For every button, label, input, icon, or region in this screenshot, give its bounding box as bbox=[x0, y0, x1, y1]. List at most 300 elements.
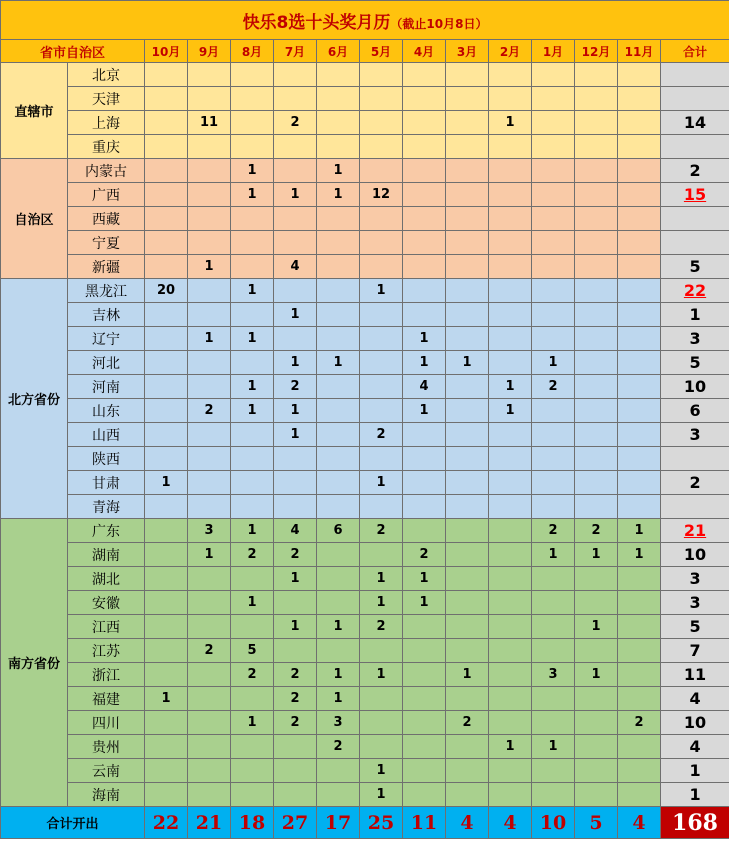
month-count-cell: 1 bbox=[532, 351, 575, 375]
table-row bbox=[1, 711, 729, 735]
month-count-cell bbox=[489, 567, 532, 591]
month-count-cell bbox=[403, 183, 446, 207]
table-row bbox=[1, 783, 729, 807]
month-count-cell bbox=[532, 159, 575, 183]
month-count-cell: 2 bbox=[618, 711, 661, 735]
month-count-cell bbox=[317, 591, 360, 615]
month-count-cell bbox=[145, 783, 188, 807]
month-count-cell bbox=[231, 303, 274, 327]
month-count-cell bbox=[618, 183, 661, 207]
province-total-cell bbox=[661, 447, 729, 471]
month-count-cell bbox=[618, 423, 661, 447]
month-count-cell bbox=[231, 63, 274, 87]
month-total-cell: 4 bbox=[618, 807, 661, 839]
table-row bbox=[1, 87, 729, 111]
month-count-cell bbox=[317, 279, 360, 303]
month-count-cell bbox=[188, 159, 231, 183]
month-count-cell bbox=[532, 63, 575, 87]
month-count-cell bbox=[274, 639, 317, 663]
month-count-cell bbox=[274, 471, 317, 495]
province-name: 浙江 bbox=[68, 663, 145, 687]
month-count-cell bbox=[532, 423, 575, 447]
totals-row bbox=[1, 807, 729, 839]
month-count-cell bbox=[188, 135, 231, 159]
month-count-cell bbox=[317, 87, 360, 111]
month-count-cell bbox=[188, 735, 231, 759]
month-count-cell bbox=[618, 687, 661, 711]
month-column-header: 4月 bbox=[403, 40, 446, 63]
table-row bbox=[1, 183, 729, 207]
month-count-cell: 6 bbox=[317, 519, 360, 543]
month-count-cell bbox=[575, 159, 618, 183]
province-total-cell: 1 bbox=[661, 303, 729, 327]
province-name: 宁夏 bbox=[68, 231, 145, 255]
province-name: 北京 bbox=[68, 63, 145, 87]
month-count-cell bbox=[575, 711, 618, 735]
month-count-cell bbox=[317, 255, 360, 279]
province-total-cell bbox=[661, 207, 729, 231]
month-count-cell bbox=[575, 495, 618, 519]
month-count-cell bbox=[446, 615, 489, 639]
month-count-cell bbox=[575, 87, 618, 111]
table-row bbox=[1, 423, 729, 447]
month-count-cell bbox=[618, 447, 661, 471]
month-count-cell bbox=[231, 111, 274, 135]
month-count-cell bbox=[575, 567, 618, 591]
month-count-cell bbox=[532, 399, 575, 423]
province-name: 云南 bbox=[68, 759, 145, 783]
month-count-cell bbox=[274, 135, 317, 159]
month-count-cell bbox=[575, 471, 618, 495]
month-count-cell bbox=[446, 543, 489, 567]
month-count-cell bbox=[360, 351, 403, 375]
month-count-cell bbox=[317, 639, 360, 663]
month-count-cell: 3 bbox=[188, 519, 231, 543]
month-count-cell: 1 bbox=[274, 615, 317, 639]
month-count-cell bbox=[532, 615, 575, 639]
province-total-cell: 10 bbox=[661, 375, 729, 399]
month-count-cell bbox=[274, 783, 317, 807]
month-count-cell bbox=[145, 663, 188, 687]
month-count-cell: 3 bbox=[317, 711, 360, 735]
table-row bbox=[1, 375, 729, 399]
month-count-cell bbox=[317, 375, 360, 399]
month-count-cell bbox=[145, 615, 188, 639]
month-count-cell bbox=[317, 759, 360, 783]
table-row bbox=[1, 543, 729, 567]
month-count-cell bbox=[575, 111, 618, 135]
month-count-cell bbox=[274, 327, 317, 351]
month-count-cell bbox=[317, 567, 360, 591]
month-count-cell: 1 bbox=[274, 567, 317, 591]
table-row bbox=[1, 231, 729, 255]
month-count-cell bbox=[575, 783, 618, 807]
month-count-cell bbox=[618, 135, 661, 159]
month-count-cell: 1 bbox=[188, 327, 231, 351]
month-count-cell bbox=[360, 375, 403, 399]
month-count-cell: 2 bbox=[360, 423, 403, 447]
province-name: 内蒙古 bbox=[68, 159, 145, 183]
month-count-cell bbox=[618, 591, 661, 615]
month-count-cell bbox=[360, 255, 403, 279]
month-count-cell bbox=[145, 231, 188, 255]
month-count-cell bbox=[317, 207, 360, 231]
month-count-cell: 2 bbox=[274, 375, 317, 399]
month-column-header: 1月 bbox=[532, 40, 575, 63]
province-total-cell: 1 bbox=[661, 783, 729, 807]
month-count-cell bbox=[532, 591, 575, 615]
table-row bbox=[1, 567, 729, 591]
province-name: 海南 bbox=[68, 783, 145, 807]
province-name: 陕西 bbox=[68, 447, 145, 471]
month-total-cell: 4 bbox=[446, 807, 489, 839]
month-count-cell: 2 bbox=[231, 543, 274, 567]
month-count-cell bbox=[145, 351, 188, 375]
month-count-cell bbox=[188, 207, 231, 231]
month-count-cell bbox=[188, 663, 231, 687]
month-count-cell bbox=[489, 519, 532, 543]
month-count-cell bbox=[489, 615, 532, 639]
month-count-cell bbox=[403, 687, 446, 711]
month-count-cell bbox=[532, 135, 575, 159]
month-count-cell bbox=[145, 543, 188, 567]
month-count-cell bbox=[446, 255, 489, 279]
table-row bbox=[1, 327, 729, 351]
month-count-cell: 1 bbox=[231, 327, 274, 351]
month-count-cell bbox=[489, 303, 532, 327]
month-count-cell bbox=[575, 327, 618, 351]
table-row bbox=[1, 159, 729, 183]
month-count-cell bbox=[317, 495, 360, 519]
month-column-header: 8月 bbox=[231, 40, 274, 63]
month-count-cell bbox=[231, 423, 274, 447]
month-count-cell bbox=[618, 207, 661, 231]
month-count-cell: 2 bbox=[188, 639, 231, 663]
month-count-cell bbox=[446, 591, 489, 615]
province-total-cell bbox=[661, 87, 729, 111]
month-count-cell bbox=[446, 759, 489, 783]
month-count-cell bbox=[575, 687, 618, 711]
month-count-cell bbox=[489, 471, 532, 495]
table-row bbox=[1, 663, 729, 687]
month-count-cell bbox=[403, 303, 446, 327]
month-count-cell bbox=[231, 231, 274, 255]
table-row bbox=[1, 303, 729, 327]
province-name: 湖南 bbox=[68, 543, 145, 567]
month-count-cell bbox=[145, 423, 188, 447]
month-total-cell: 17 bbox=[317, 807, 360, 839]
month-count-cell bbox=[188, 495, 231, 519]
month-count-cell: 1 bbox=[145, 471, 188, 495]
month-count-cell bbox=[446, 279, 489, 303]
month-count-cell: 4 bbox=[274, 255, 317, 279]
table-row bbox=[1, 519, 729, 543]
month-count-cell bbox=[489, 207, 532, 231]
month-count-cell: 1 bbox=[532, 543, 575, 567]
table-body bbox=[1, 63, 729, 807]
month-count-cell bbox=[446, 399, 489, 423]
total-column-header: 合计 bbox=[661, 40, 729, 63]
month-count-cell bbox=[618, 615, 661, 639]
province-name: 青海 bbox=[68, 495, 145, 519]
month-count-cell bbox=[231, 87, 274, 111]
month-count-cell bbox=[274, 87, 317, 111]
month-count-cell bbox=[231, 447, 274, 471]
table-row bbox=[1, 615, 729, 639]
month-count-cell bbox=[403, 711, 446, 735]
month-count-cell bbox=[188, 615, 231, 639]
table-row bbox=[1, 111, 729, 135]
month-count-cell: 1 bbox=[618, 519, 661, 543]
month-count-cell bbox=[145, 159, 188, 183]
province-name: 辽宁 bbox=[68, 327, 145, 351]
month-count-cell bbox=[532, 279, 575, 303]
month-total-cell: 22 bbox=[145, 807, 188, 839]
province-total-cell: 5 bbox=[661, 255, 729, 279]
province-total-cell bbox=[661, 231, 729, 255]
month-count-cell bbox=[360, 159, 403, 183]
month-count-cell bbox=[618, 783, 661, 807]
month-count-cell bbox=[403, 231, 446, 255]
month-count-cell bbox=[489, 759, 532, 783]
month-count-cell bbox=[575, 423, 618, 447]
month-total-cell: 25 bbox=[360, 807, 403, 839]
totals-row-label: 合计开出 bbox=[1, 807, 145, 839]
month-count-cell: 1 bbox=[231, 183, 274, 207]
month-count-cell bbox=[618, 231, 661, 255]
month-count-cell: 1 bbox=[575, 615, 618, 639]
month-count-cell bbox=[403, 63, 446, 87]
province-total-cell: 10 bbox=[661, 543, 729, 567]
month-count-cell: 1 bbox=[403, 591, 446, 615]
month-count-cell bbox=[489, 327, 532, 351]
month-count-cell bbox=[618, 759, 661, 783]
month-count-cell: 1 bbox=[446, 663, 489, 687]
month-count-cell bbox=[532, 207, 575, 231]
month-count-cell bbox=[317, 783, 360, 807]
province-name: 山西 bbox=[68, 423, 145, 447]
month-count-cell bbox=[618, 63, 661, 87]
month-count-cell bbox=[489, 279, 532, 303]
month-count-cell: 20 bbox=[145, 279, 188, 303]
month-count-cell bbox=[274, 159, 317, 183]
month-count-cell bbox=[489, 543, 532, 567]
month-count-cell bbox=[145, 759, 188, 783]
month-count-cell bbox=[489, 591, 532, 615]
month-count-cell: 1 bbox=[274, 399, 317, 423]
month-count-cell bbox=[489, 783, 532, 807]
month-count-cell bbox=[446, 471, 489, 495]
month-count-cell bbox=[360, 135, 403, 159]
month-count-cell: 2 bbox=[360, 519, 403, 543]
month-count-cell: 1 bbox=[618, 543, 661, 567]
month-count-cell bbox=[403, 87, 446, 111]
month-count-cell: 1 bbox=[231, 591, 274, 615]
province-name: 河南 bbox=[68, 375, 145, 399]
month-count-cell bbox=[532, 495, 575, 519]
province-total-cell bbox=[661, 63, 729, 87]
month-count-cell bbox=[575, 231, 618, 255]
month-count-cell: 1 bbox=[188, 543, 231, 567]
month-count-cell: 2 bbox=[274, 543, 317, 567]
month-count-cell bbox=[446, 735, 489, 759]
month-count-cell bbox=[231, 351, 274, 375]
month-count-cell: 2 bbox=[532, 375, 575, 399]
month-count-cell bbox=[145, 87, 188, 111]
month-count-cell: 2 bbox=[274, 711, 317, 735]
month-count-cell bbox=[575, 135, 618, 159]
month-count-cell bbox=[575, 255, 618, 279]
province-total-cell: 4 bbox=[661, 735, 729, 759]
province-total-cell bbox=[661, 495, 729, 519]
table-row bbox=[1, 591, 729, 615]
month-count-cell bbox=[446, 327, 489, 351]
province-total-cell: 1 bbox=[661, 759, 729, 783]
month-column-header: 12月 bbox=[575, 40, 618, 63]
month-count-cell bbox=[145, 183, 188, 207]
month-count-cell bbox=[618, 111, 661, 135]
month-count-cell bbox=[403, 735, 446, 759]
month-count-cell bbox=[489, 135, 532, 159]
month-count-cell bbox=[317, 303, 360, 327]
month-count-cell: 1 bbox=[403, 327, 446, 351]
month-count-cell bbox=[360, 711, 403, 735]
month-count-cell bbox=[145, 591, 188, 615]
month-count-cell bbox=[188, 375, 231, 399]
month-count-cell: 2 bbox=[446, 711, 489, 735]
month-count-cell bbox=[317, 231, 360, 255]
month-column-header: 2月 bbox=[489, 40, 532, 63]
month-count-cell bbox=[403, 135, 446, 159]
month-count-cell bbox=[446, 495, 489, 519]
province-name: 黑龙江 bbox=[68, 279, 145, 303]
month-count-cell bbox=[360, 231, 403, 255]
province-total-cell: 2 bbox=[661, 159, 729, 183]
month-count-cell bbox=[618, 639, 661, 663]
month-count-cell bbox=[575, 303, 618, 327]
month-count-cell: 2 bbox=[188, 399, 231, 423]
month-count-cell bbox=[618, 375, 661, 399]
month-count-cell bbox=[317, 447, 360, 471]
month-count-cell bbox=[274, 207, 317, 231]
month-count-cell bbox=[575, 183, 618, 207]
month-count-cell bbox=[231, 135, 274, 159]
region-group-label: 北方省份 bbox=[1, 279, 68, 519]
month-count-cell bbox=[274, 231, 317, 255]
province-total-cell: 21 bbox=[661, 519, 729, 543]
month-count-cell: 1 bbox=[360, 759, 403, 783]
month-count-cell bbox=[489, 639, 532, 663]
month-count-cell bbox=[575, 399, 618, 423]
month-count-cell: 1 bbox=[446, 351, 489, 375]
month-count-cell bbox=[317, 111, 360, 135]
month-count-cell bbox=[360, 327, 403, 351]
grand-total-cell: 168 bbox=[661, 807, 729, 839]
region-column-header: 省市自治区 bbox=[1, 40, 145, 63]
month-count-cell bbox=[618, 471, 661, 495]
month-count-cell bbox=[403, 159, 446, 183]
month-count-cell bbox=[532, 183, 575, 207]
month-count-cell bbox=[360, 87, 403, 111]
province-total-cell: 11 bbox=[661, 663, 729, 687]
month-count-cell bbox=[532, 111, 575, 135]
month-count-cell: 2 bbox=[575, 519, 618, 543]
month-count-cell bbox=[403, 447, 446, 471]
month-count-cell bbox=[317, 63, 360, 87]
month-count-cell bbox=[618, 327, 661, 351]
month-count-cell bbox=[446, 231, 489, 255]
month-count-cell bbox=[489, 87, 532, 111]
month-count-cell bbox=[317, 327, 360, 351]
month-count-cell: 1 bbox=[231, 711, 274, 735]
month-count-cell bbox=[231, 687, 274, 711]
month-count-cell bbox=[188, 303, 231, 327]
month-count-cell bbox=[231, 735, 274, 759]
month-count-cell bbox=[360, 543, 403, 567]
month-count-cell: 1 bbox=[360, 567, 403, 591]
month-count-cell bbox=[145, 519, 188, 543]
table-row bbox=[1, 639, 729, 663]
table-row bbox=[1, 135, 729, 159]
table-title: 快乐8选十头奖月历 bbox=[242, 12, 391, 33]
month-count-cell: 1 bbox=[575, 543, 618, 567]
month-count-cell bbox=[489, 255, 532, 279]
month-count-cell bbox=[532, 687, 575, 711]
month-column-header: 10月 bbox=[145, 40, 188, 63]
month-count-cell bbox=[446, 567, 489, 591]
month-count-cell bbox=[446, 375, 489, 399]
month-count-cell bbox=[231, 471, 274, 495]
province-name: 天津 bbox=[68, 87, 145, 111]
month-count-cell bbox=[618, 495, 661, 519]
month-count-cell bbox=[489, 711, 532, 735]
month-count-cell: 1 bbox=[360, 783, 403, 807]
province-name: 贵州 bbox=[68, 735, 145, 759]
month-count-cell: 1 bbox=[231, 159, 274, 183]
month-count-cell bbox=[532, 759, 575, 783]
month-count-cell bbox=[403, 423, 446, 447]
month-count-cell bbox=[231, 783, 274, 807]
month-count-cell bbox=[489, 159, 532, 183]
month-count-cell bbox=[575, 63, 618, 87]
month-count-cell bbox=[446, 111, 489, 135]
month-count-cell bbox=[446, 63, 489, 87]
month-count-cell bbox=[446, 687, 489, 711]
month-count-cell: 1 bbox=[274, 183, 317, 207]
month-count-cell bbox=[618, 351, 661, 375]
month-count-cell bbox=[489, 663, 532, 687]
month-total-cell: 27 bbox=[274, 807, 317, 839]
month-count-cell bbox=[446, 423, 489, 447]
month-count-cell bbox=[403, 111, 446, 135]
table-row bbox=[1, 687, 729, 711]
month-column-header: 9月 bbox=[188, 40, 231, 63]
table-row bbox=[1, 279, 729, 303]
month-count-cell bbox=[145, 495, 188, 519]
province-name: 四川 bbox=[68, 711, 145, 735]
month-count-cell: 2 bbox=[532, 519, 575, 543]
month-column-header: 6月 bbox=[317, 40, 360, 63]
month-count-cell: 1 bbox=[360, 663, 403, 687]
month-column-header: 5月 bbox=[360, 40, 403, 63]
month-count-cell bbox=[532, 327, 575, 351]
month-count-cell: 1 bbox=[489, 399, 532, 423]
column-header-row bbox=[1, 40, 729, 63]
month-count-cell bbox=[274, 495, 317, 519]
month-count-cell bbox=[618, 663, 661, 687]
province-total-cell: 3 bbox=[661, 591, 729, 615]
month-count-cell bbox=[274, 759, 317, 783]
